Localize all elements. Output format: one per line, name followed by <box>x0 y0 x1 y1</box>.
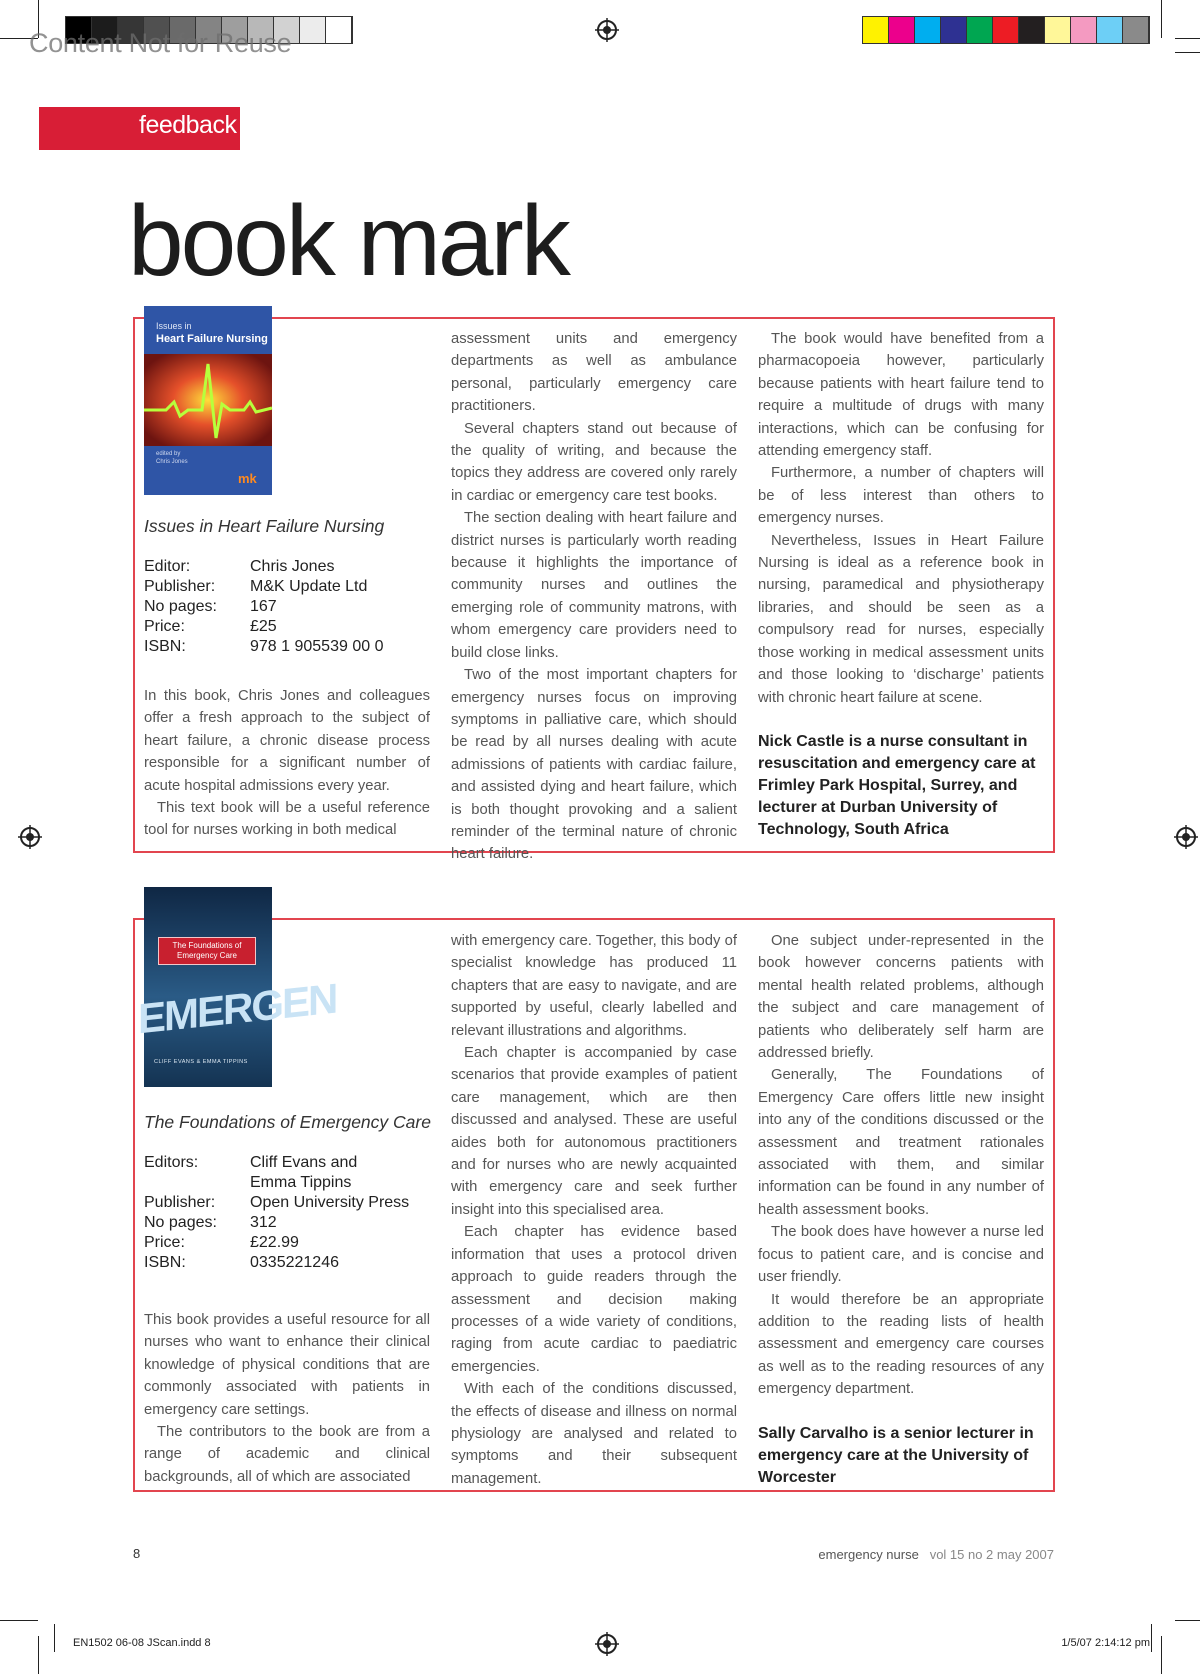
color-swatch <box>1071 17 1097 43</box>
review-column-2 <box>451 328 737 866</box>
color-swatch <box>915 17 941 43</box>
registration-mark-icon <box>1174 825 1198 849</box>
color-swatch <box>967 17 993 43</box>
registration-mark-icon <box>595 1632 619 1656</box>
journal-name: emergency nurse <box>818 1547 919 1562</box>
book-details <box>144 557 440 657</box>
review-column-1 <box>144 685 430 842</box>
registration-mark-icon <box>595 18 619 42</box>
journal-issue: vol 15 no 2 may 2007 <box>929 1547 1054 1562</box>
reviewer-byline: Sally Carvalho is a senior lecturer in emergency care at the University of Worcester <box>758 1424 1034 1486</box>
paragraph: with emergency care. Together, this body of specialist knowledge has produced 11 chapters that are easy to navigate, and are supported by useful, clearly labelled and relevant illustrations and algorithms. <box>451 933 737 1039</box>
gray-swatch <box>300 17 326 43</box>
color-swatch <box>1045 17 1071 43</box>
paragraph: The book does have however a nurse led focus to patient care, and is concise and user friendly. <box>758 1224 1044 1286</box>
paragraph: assessment units and emergency departments as well as ambulance personal, particularly emergency care practitioners. <box>451 331 737 415</box>
paragraph: One subject under-represented in the book however concerns patients with mental health related problems, although the subject and care management of patients who deliberately self harm are addressed briefly. <box>758 933 1044 1062</box>
paragraph: Each chapter is accompanied by case scenarios that provide examples of patient care management, which are then discussed and analysed. These are useful aides both for autonomous practitioners and for nurses who are newly acquainted with emergency care and seek further insight into this specialised area. <box>451 1045 737 1218</box>
color-swatch <box>1123 17 1149 43</box>
paragraph: Nevertheless, Issues in Heart Failure Nursing is ideal as a reference book in nursing, paramedical and physiotherapy libraries, and should be seen as a compulsory read for nurses, especially those working in medical assessment units and those looking to ‘discharge’ patients with chronic heart failure at scene. <box>758 532 1044 706</box>
book-details <box>144 1153 440 1273</box>
slug-file: EN1502 06-08 JScan.indd 8 <box>73 1637 211 1649</box>
detail-row: Publisher: Open University Press <box>144 1194 410 1211</box>
color-swatch <box>889 17 915 43</box>
cover-title: The Foundations of Emergency Care <box>158 937 256 965</box>
section-tab <box>39 107 240 150</box>
crop-mark <box>1175 38 1200 39</box>
review-column-3 <box>758 930 1044 1489</box>
cover-series: Issues in <box>156 321 192 331</box>
crop-mark <box>1161 1636 1162 1674</box>
crop-mark <box>38 1636 39 1674</box>
review-column-1 <box>144 1309 430 1488</box>
detail-row: Editor: Chris Jones <box>144 558 335 575</box>
cover-edited-by: edited by <box>156 451 181 457</box>
reviewer-byline: Nick Castle is a nurse consultant in resuscitation and emergency care at Frimley Park Hospital, Surrey, and lecturer at Durban University of Technology, South Africa <box>758 732 1036 838</box>
color-swatch <box>941 17 967 43</box>
detail-row: Editors: Cliff Evans and Emma Tippins <box>144 1154 358 1191</box>
paragraph: In this book, Chris Jones and colleagues offer a fresh approach to the subject of heart failure, a chronic disease process responsible for a significant number of acute hospital admissions every year. <box>144 688 430 794</box>
paragraph: This text book will be a useful reference tool for nurses working in both medical <box>144 800 430 839</box>
paragraph: Two of the most important chapters for emergency nurses focus on improving symptoms in palliative care, which should be read by all nurses dealing with acute admissions of patients with cardiac failure, and assisted dying and heart failure, which is both thought provoking and a salient reminder of the terminal nature of chronic heart failure. <box>451 667 737 863</box>
detail-row: Price: £25 <box>144 618 277 635</box>
publisher-logo: mk <box>238 471 257 486</box>
crop-mark <box>1175 52 1200 53</box>
paragraph: Generally, The Foundations of Emergency Care offers little new insight into any of the conditions discussed or the assessment and treatment rationales associated with them, and similar information can be found in any number of health assessment books. <box>758 1067 1044 1218</box>
paragraph: This book provides a useful resource for all nurses who want to enhance their clinical knowledge of physical conditions that are commonly associated with patients in emergency care settings. <box>144 1312 430 1418</box>
paragraph: The section dealing with heart failure and district nurses is particularly worth reading because it highlights the importance of community nurses and outlines the emerging role of community matrons, with whom emergency care providers need to build close links. <box>451 510 737 661</box>
crop-mark <box>1151 1624 1152 1652</box>
paragraph: Each chapter has evidence based information that uses a protocol driven approach to guide readers through the assessment and decision making processes of a wide variety of conditions, raging from acute cardiac to paediatric emergencies. <box>451 1224 737 1375</box>
paragraph: The contributors to the book are from a range of academic and clinical backgrounds, all of which are associated <box>144 1424 430 1485</box>
crop-mark <box>1161 0 1162 38</box>
registration-mark-icon <box>18 825 42 849</box>
crop-mark <box>0 1620 38 1621</box>
page-title: book mark <box>128 185 568 297</box>
detail-row: No pages: 167 <box>144 598 277 615</box>
detail-row: Publisher: M&K Update Ltd <box>144 578 368 595</box>
cover-title: Heart Failure Nursing <box>156 333 268 345</box>
book-title: Issues in Heart Failure Nursing <box>144 516 385 536</box>
color-swatch <box>993 17 1019 43</box>
ecg-artwork-icon <box>144 354 272 446</box>
journal-footer <box>818 1547 1054 1562</box>
paragraph: The book would have benefited from a pharmacopoeia however, particularly because patients with heart failure tend to require a multitude of drugs with many interactions, which can be confusing for attending emergency staff. <box>758 331 1044 460</box>
paragraph: Several chapters stand out because of the quality of writing, and because the topics they address are covered only rarely in cardiac or emergency care test books. <box>451 420 737 504</box>
paragraph: Furthermore, a number of chapters will be of less interest than others to emergency nurses. <box>758 465 1044 527</box>
watermark: Content Not for Reuse <box>29 28 292 58</box>
slug-timestamp: 1/5/07 2:14:12 pm <box>1061 1637 1150 1649</box>
cover-editor: Chris Jones <box>156 459 188 465</box>
detail-row: Price: £22.99 <box>144 1234 299 1251</box>
color-swatch <box>863 17 889 43</box>
cover-authors: CLIFF EVANS & EMMA TIPPINS <box>154 1059 248 1065</box>
review-column-3 <box>758 328 1044 841</box>
book-title: The Foundations of Emergency Care <box>144 1112 431 1132</box>
gray-swatch <box>326 17 352 43</box>
detail-row: No pages: 312 <box>144 1214 277 1231</box>
crop-mark <box>1175 1620 1200 1621</box>
book-cover-foundations <box>138 887 337 1087</box>
detail-row: ISBN: 0335221246 <box>144 1254 339 1271</box>
review-column-2 <box>451 930 737 1490</box>
cover-sign: EMERGEN <box>138 974 337 1043</box>
color-swatch <box>1097 17 1123 43</box>
paragraph: With each of the conditions discussed, the effects of disease and illness on normal physiology are analysed and related to symptoms and their subsequent management. <box>451 1381 737 1487</box>
page-number: 8 <box>133 1546 141 1561</box>
paragraph: It would therefore be an appropriate addition to the reading lists of health assessment and emergency care courses as well as to the reading resources of any emergency department. <box>758 1291 1044 1398</box>
crop-mark <box>54 1624 55 1652</box>
color-swatch <box>1019 17 1045 43</box>
section-label: feedback <box>139 111 237 139</box>
cmyk-color-bar <box>862 16 1150 44</box>
book-cover-heart-failure <box>144 306 272 495</box>
detail-row: ISBN: 978 1 905539 00 0 <box>144 638 384 655</box>
